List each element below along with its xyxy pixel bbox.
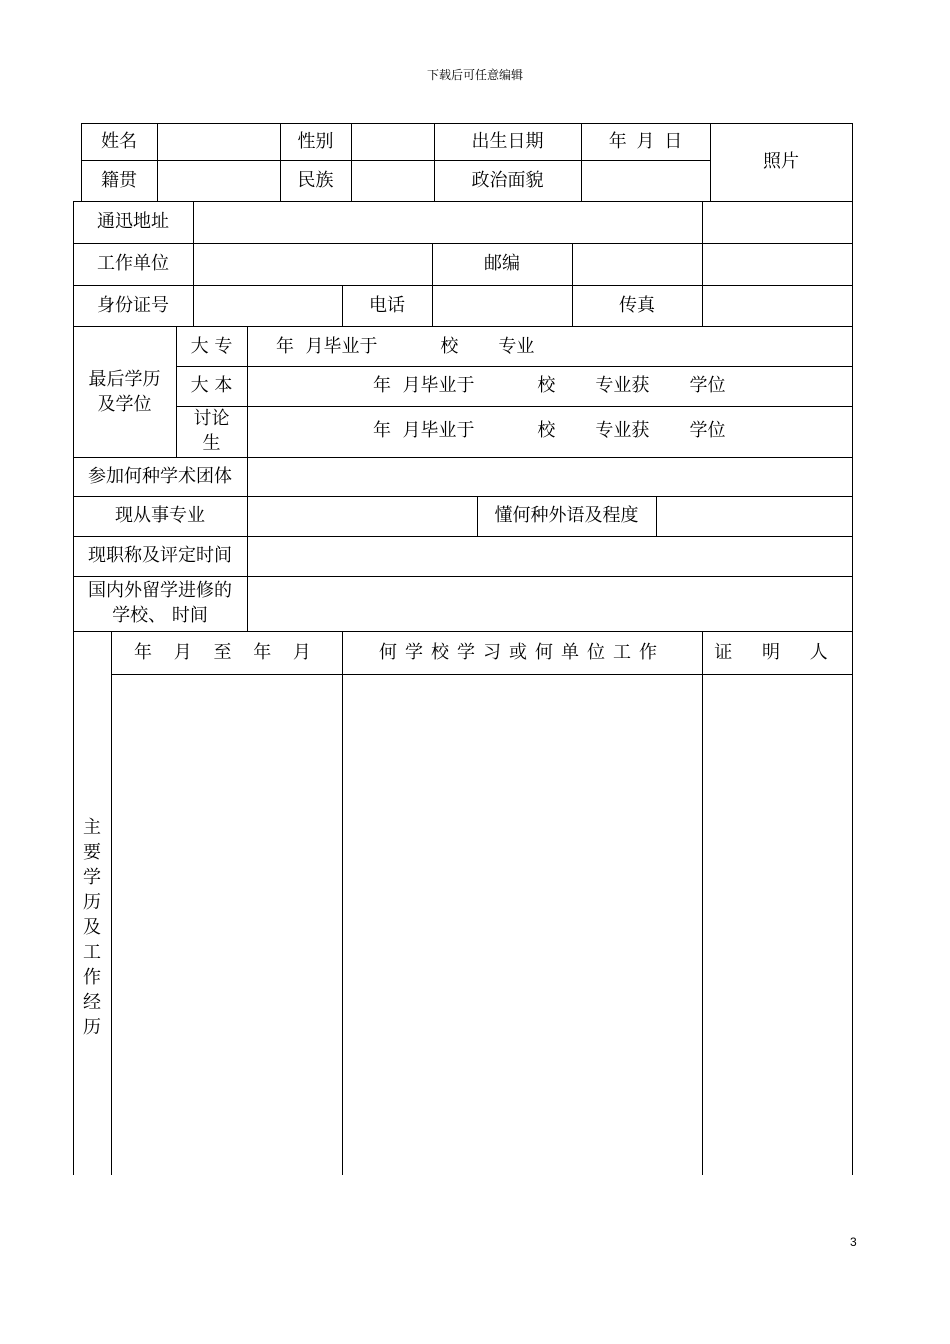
label-work-unit: 工作单位 bbox=[97, 253, 169, 274]
label-study-abroad-line1: 国内外留学进修的 bbox=[88, 580, 232, 601]
label-photo: 照片 bbox=[763, 151, 799, 172]
label-dazhuan: 大 专 bbox=[190, 336, 233, 357]
label-postgrad-line1: 讨论 bbox=[193, 408, 230, 429]
page-header: 下载后可任意编辑 bbox=[426, 68, 523, 82]
page-number: 3 bbox=[850, 1235, 857, 1249]
label-education-line1: 最后学历 bbox=[88, 369, 161, 390]
label-daben: 大 本 bbox=[190, 375, 233, 396]
label-address: 通迅地址 bbox=[97, 211, 169, 232]
col-header-date: 年 月 至 年 月 bbox=[134, 642, 319, 663]
label-languages: 懂何种外语及程度 bbox=[494, 505, 639, 526]
label-birth-date: 出生日期 bbox=[471, 131, 544, 152]
label-gender: 性别 bbox=[297, 131, 334, 152]
label-postcode: 邮编 bbox=[484, 253, 520, 274]
label-id-number: 身份证号 bbox=[97, 295, 169, 316]
col-header-witness: 证 明 人 bbox=[714, 642, 840, 663]
label-ethnicity: 民族 bbox=[297, 170, 334, 191]
col-header-where: 何学校学习或何单位工作 bbox=[379, 642, 665, 663]
label-history-side: 主要学历及工作经历 bbox=[83, 817, 101, 1038]
label-title-time: 现职称及评定时间 bbox=[88, 545, 232, 566]
label-education-line2: 及学位 bbox=[97, 394, 152, 415]
label-academic-groups: 参加何种学术团体 bbox=[88, 466, 232, 487]
text-postgrad-line: 年 月毕业于 校 专业获 学位 bbox=[373, 420, 726, 441]
text-dazhuan-line: 年 月毕业于 校 专业 bbox=[276, 336, 535, 357]
label-phone: 电话 bbox=[369, 295, 405, 316]
label-ymd: 年 月 日 bbox=[608, 131, 683, 152]
label-native-place: 籍贯 bbox=[101, 170, 137, 191]
label-fax: 传真 bbox=[619, 295, 655, 316]
label-postgrad-line2: 生 bbox=[202, 433, 221, 454]
text-daben-line: 年 月毕业于 校 专业获 学位 bbox=[373, 375, 726, 396]
label-political-status: 政治面貌 bbox=[471, 170, 544, 191]
label-study-abroad-line2: 学校、 时间 bbox=[112, 605, 208, 626]
label-name: 姓名 bbox=[101, 131, 137, 152]
label-current-major: 现从事专业 bbox=[115, 505, 205, 526]
